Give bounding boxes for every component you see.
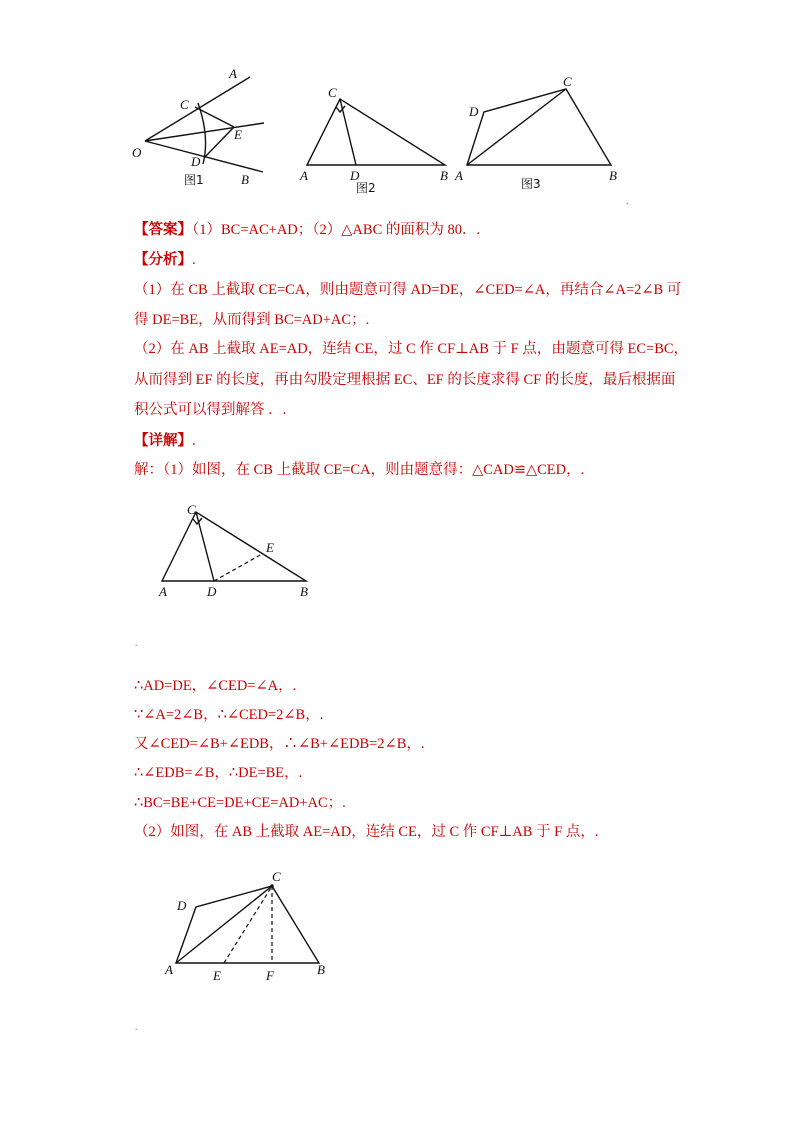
label-c: C — [272, 869, 281, 884]
quadrilateral-abcd — [467, 89, 611, 165]
label-c: C — [563, 74, 572, 89]
label-d: D — [191, 154, 201, 169]
label-d: D — [177, 898, 187, 913]
answer-tag: 【答案】 — [134, 222, 192, 238]
proof-step: ∴AD=DE，∠CED=∠A，. — [134, 678, 297, 694]
label-a: A — [455, 168, 463, 183]
proof-step: （2）如图，在 AB 上截取 AE=AD，连结 CE，过 C 作 CF⊥AB 于 F 点，. — [134, 824, 599, 840]
label-b: B — [609, 168, 617, 183]
label-f: F — [266, 968, 274, 983]
segment-ce — [195, 107, 234, 127]
diagonal-ac — [467, 89, 566, 165]
label-a: A — [229, 66, 237, 81]
analysis-line: （2）在 AB 上截取 AE=AD，连结 CE，过 C 作 CF⊥AB 于 F 点，由题意可得 EC=BC， — [134, 341, 689, 357]
figure-5 — [160, 866, 340, 991]
triangle-abc — [162, 512, 306, 581]
label-a: A — [159, 584, 167, 599]
triangle-abc — [307, 99, 445, 165]
label-b: B — [440, 168, 448, 183]
caption-fig1: 图1 — [184, 173, 204, 187]
label-d: D — [469, 104, 479, 119]
label-e: E — [266, 540, 274, 555]
label-e: E — [234, 127, 242, 142]
detail-tag-tail: . — [192, 433, 196, 449]
analysis-line: （1）在 CB 上截取 CE=CA，则由题意可得 AD=DE，∠CED=∠A，再结合∠A=2∠B 可 — [134, 282, 682, 298]
solution-intro: 解：（1）如图，在 CB 上截取 CE=CA，则由题意得：△CAD≌△CED，. — [134, 462, 585, 478]
figure-1 — [128, 62, 278, 190]
analysis-tag-tail: . — [192, 252, 196, 268]
detail-heading — [134, 431, 196, 451]
proof-step: ∴BC=BE+CE=DE+CE=AD+AC；. — [134, 795, 346, 811]
answer-text: （1）BC=AC+AD；（2）△ABC 的面积为 80．. — [192, 222, 481, 238]
figure-3 — [455, 72, 630, 192]
label-a: A — [300, 168, 308, 183]
proof-step: ∵∠A=2∠B，∴∠CED=2∠B，. — [134, 707, 324, 723]
label-d: D — [350, 168, 360, 183]
point-c — [270, 884, 274, 888]
label-o: O — [132, 145, 142, 160]
label-b: B — [300, 584, 308, 599]
label-b: B — [241, 172, 249, 187]
label-a: A — [165, 962, 173, 977]
proof-step: ∴∠EDB=∠B，∴DE=BE，. — [134, 765, 303, 781]
proof-step: 又∠CED=∠B+∠EDB，∴∠B+∠EDB=2∠B，. — [134, 736, 425, 752]
stray-mark: . — [626, 196, 629, 207]
label-d: D — [207, 584, 217, 599]
analysis-tag: 【分析】 — [134, 252, 192, 268]
stray-mark: . — [135, 638, 138, 649]
label-c: C — [187, 502, 196, 517]
detail-tag: 【详解】 — [134, 433, 192, 449]
analysis-line: 得 DE=BE，从而得到 BC=AD+AC；. — [134, 312, 370, 328]
answer-line — [134, 220, 480, 240]
stray-mark: . — [135, 1022, 138, 1033]
label-c: C — [328, 85, 337, 100]
analysis-heading — [134, 250, 196, 270]
caption-fig2: 图2 — [356, 181, 376, 195]
figure-4 — [150, 498, 320, 603]
caption-fig3: 图3 — [521, 177, 541, 191]
label-b: B — [317, 962, 325, 977]
figure-2 — [290, 80, 460, 200]
analysis-line: 从而得到 EF 的长度，再由勾股定理根据 EC、EF 的长度求得 CF 的长度，最后根据面 — [134, 372, 676, 388]
label-e: E — [213, 968, 221, 983]
segment-de — [214, 554, 262, 581]
label-c: C — [180, 97, 189, 112]
analysis-line: 积公式可以得到解答 ．. — [134, 402, 287, 418]
